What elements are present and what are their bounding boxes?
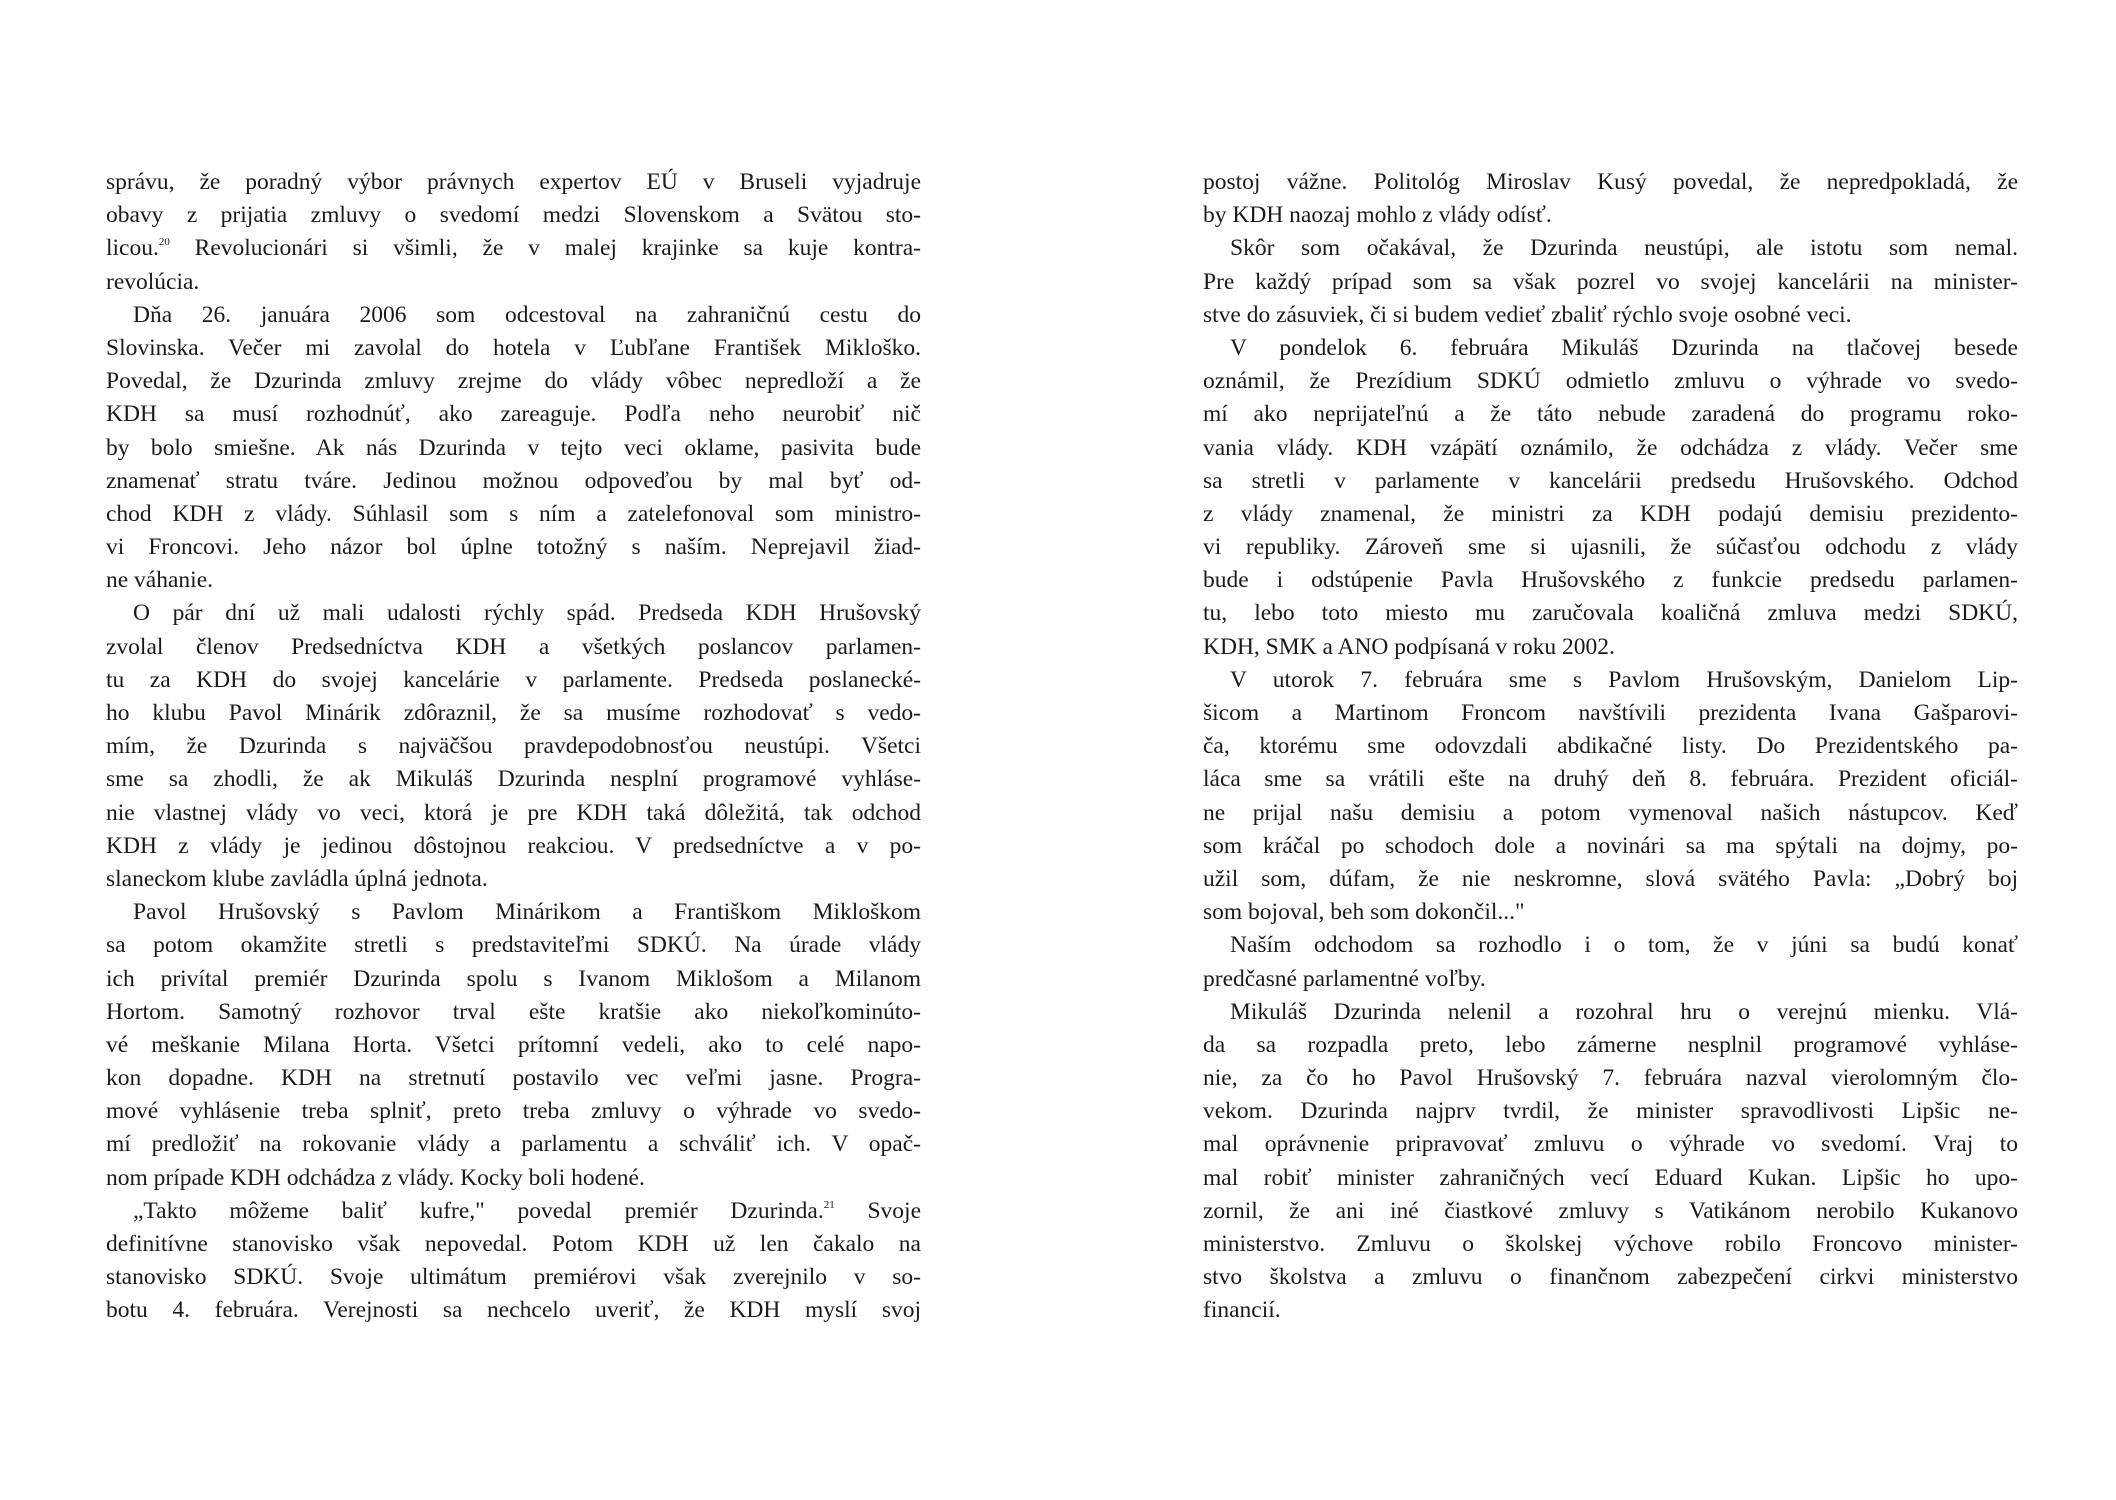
text-line (106, 564, 921, 597)
text-line (106, 697, 921, 730)
line-text: O pár dní už mali udalosti rýchly spád. Predseda KDH Hrušovský (133, 600, 921, 627)
text-line (106, 199, 921, 232)
text-line (106, 1029, 921, 1062)
text-line (106, 365, 921, 398)
text-line (1203, 432, 2018, 465)
line-text: ich privítal premiér Dzurinda spolu s Ivanom Miklošom a Milanom (106, 965, 921, 992)
text-line (1203, 929, 2018, 962)
right-page-text (1203, 166, 2018, 1328)
line-text: Hortom. Samotný rozhovor trval ešte kratšie ako niekoľkominúto- (106, 998, 921, 1025)
text-line (1203, 830, 2018, 863)
text-line (1203, 166, 2018, 199)
text-line (1203, 697, 2018, 730)
text-line (1203, 1261, 2018, 1294)
line-text: ča, ktorému sme odovzdali abdikačné listy. Do Prezidentského pa- (1203, 733, 2018, 760)
line-text: licou. (106, 235, 159, 262)
line-text: láca sme sa vrátili ešte na druhý deň 8. februára. Prezident oficiál- (1203, 766, 2018, 793)
text-line (1203, 631, 2018, 664)
line-text: nie, za čo ho Pavol Hrušovský 7. februára nazval vierolomným člo- (1203, 1065, 2018, 1092)
text-line (1203, 664, 2018, 697)
line-text: V utorok 7. februára sme s Pavlom Hrušovským, Danielom Lip- (1230, 666, 2018, 693)
line-text: KDH sa musí rozhodnúť, ako zareaguje. Podľa neho neurobiť nič (106, 401, 921, 428)
line-text: som kráčal po schodoch dole a novinári sa ma spýtali na dojmy, po- (1203, 832, 2018, 859)
text-line (106, 531, 921, 564)
line-text: Pavol Hrušovský s Pavlom Minárikom a Františkom Mikloškom (133, 899, 921, 926)
text-line (106, 432, 921, 465)
text-line (106, 1261, 921, 1294)
line-text: Naším odchodom sa rozhodlo i o tom, že v júni sa budú konať (1230, 932, 2018, 959)
line-text: Svoje (834, 1197, 922, 1224)
line-text: sa stretli v parlamente v kancelárii predsedu Hrušovského. Odchod (1203, 467, 2018, 494)
text-line (106, 1162, 921, 1195)
footnote-reference: 21 (823, 1198, 835, 1211)
text-line (106, 1195, 921, 1228)
line-text: vi Froncovi. Jeho názor bol úplne totožný s naším. Neprejavil žiad- (106, 534, 921, 561)
line-text: nom prípade KDH odchádza z vlády. Kocky boli hodené. (106, 1164, 645, 1191)
text-line (1203, 365, 2018, 398)
text-line (106, 1128, 921, 1161)
text-line (1203, 199, 2018, 232)
text-line (106, 597, 921, 630)
line-text: vé meškanie Milana Horta. Všetci prítomní vedeli, ako to celé napo- (106, 1031, 921, 1058)
text-line (106, 266, 921, 299)
text-line (1203, 730, 2018, 763)
line-text: bude i odstúpenie Pavla Hrušovského z funkcie predsedu parlamen- (1203, 567, 2018, 594)
line-text: šicom a Martinom Froncom navštívili prezidenta Ivana Gašparovi- (1203, 700, 2018, 726)
line-text: vekom. Dzurinda najprv tvrdil, že minister spravodlivosti Lipšic ne- (1203, 1098, 2018, 1125)
text-line (1203, 266, 2018, 299)
line-text: zornil, že ani iné čiastkové zmluvy s Vatikánom nerobilo Kukanovo (1203, 1197, 2018, 1224)
line-text: ministerstvo. Zmluvu o školskej výchove robilo Froncovo minister- (1203, 1231, 2018, 1257)
text-line (1203, 232, 2018, 265)
text-line (106, 830, 921, 863)
line-text: by KDH naozaj mohlo z vlády odísť. (1203, 202, 1552, 229)
text-line (1203, 863, 2018, 896)
text-line (106, 631, 921, 664)
line-text: stvo školstva a zmluvu o finančnom zabezpečení cirkvi ministerstvo (1203, 1264, 2018, 1291)
line-text: mal robiť minister zahraničných vecí Eduard Kukan. Lipšic ho upo- (1203, 1164, 2018, 1191)
line-text: Revolucionári si všimli, že v malej krajinke sa kuje kontra- (169, 235, 921, 262)
line-text: kon dopadne. KDH na stretnutí postavilo vec veľmi jasne. Progra- (106, 1065, 921, 1092)
line-text: slaneckom klube zavládla úplná jednota. (106, 865, 488, 892)
text-line (106, 797, 921, 830)
text-line (1203, 1029, 2018, 1062)
line-text: by bolo smiešne. Ak nás Dzurinda v tejto veci oklame, pasivita bude (106, 434, 921, 461)
line-text: ne prijal našu demisiu a potom vymenoval našich nástupcov. Keď (1203, 799, 2018, 826)
text-line (1203, 996, 2018, 1029)
text-line (106, 664, 921, 697)
text-line (106, 498, 921, 531)
line-text: KDH, SMK a ANO podpísaná v roku 2002. (1203, 633, 1615, 660)
text-line (106, 1062, 921, 1095)
text-line (1203, 597, 2018, 630)
text-line (1203, 1195, 2018, 1228)
text-line (106, 232, 921, 265)
text-line (106, 863, 921, 896)
line-text: mím, že Dzurinda s najväčšou pravdepodobnosťou neustúpi. Všetci (106, 733, 921, 760)
line-text: nie vlastnej vlády vo veci, ktorá je pre KDH taká dôležitá, tak odchod (106, 799, 921, 826)
line-text: sme sa zhodli, že ak Mikuláš Dzurinda nesplní programové vyhláse- (106, 766, 921, 793)
text-line (1203, 531, 2018, 564)
line-text: Slovinska. Večer mi zavolal do hotela v Ľubľane František Mikloško. (106, 334, 921, 361)
text-line (1203, 797, 2018, 830)
text-line (106, 1095, 921, 1128)
line-text: ho klubu Pavol Minárik zdôraznil, že sa musíme rozhodovať s vedo- (106, 700, 921, 726)
line-text: mal oprávnenie pripravovať zmluvu o výhrade vo svedomí. Vraj to (1203, 1131, 2018, 1158)
footnote-reference: 20 (158, 236, 170, 249)
text-line (1203, 498, 2018, 531)
text-line (1203, 398, 2018, 431)
line-text: sa potom okamžite stretli s predstaviteľmi SDKÚ. Na úrade vlády (106, 932, 921, 959)
line-text: Povedal, že Dzurinda zmluvy zrejme do vlády vôbec nepredloží a že (106, 368, 921, 395)
text-line (106, 963, 921, 996)
text-line (106, 896, 921, 929)
text-line (1203, 564, 2018, 597)
line-text: stve do zásuviek, či si budem vedieť zbaliť rýchlo svoje osobné veci. (1203, 301, 1852, 328)
text-line (106, 929, 921, 962)
line-text: predčasné parlamentné voľby. (1203, 965, 1486, 992)
line-text: „Takto môžeme baliť kufre," povedal premiér Dzurinda. (133, 1197, 824, 1224)
line-text: vi republiky. Zároveň sme si ujasnili, že súčasťou odchodu z vlády (1203, 534, 2018, 561)
text-line (1203, 332, 2018, 365)
line-text: botu 4. februára. Verejnosti sa nechcelo uveriť, že KDH myslí svoj (106, 1297, 921, 1324)
line-text: znamenať stratu tváre. Jedinou možnou odpoveďou by mal byť od- (106, 467, 921, 494)
line-text: som bojoval, beh som dokončil..." (1203, 899, 1525, 926)
line-text: ne váhanie. (106, 567, 214, 594)
line-text: KDH z vlády je jedinou dôstojnou reakciou. V predsedníctve a v po- (106, 832, 921, 859)
line-text: oznámil, že Prezídium SDKÚ odmietlo zmluvu o výhrade vo svedo- (1203, 368, 2018, 395)
line-text: financií. (1203, 1297, 1281, 1324)
text-line (1203, 1162, 2018, 1195)
text-line (106, 1228, 921, 1261)
line-text: z vlády znamenal, že ministri za KDH podajú demisiu prezidento- (1203, 500, 2018, 527)
line-text: da sa rozpadla preto, lebo zámerne nesplnil programové vyhláse- (1203, 1031, 2018, 1058)
text-line (106, 996, 921, 1029)
line-text: Mikuláš Dzurinda nelenil a rozohral hru o verejnú mienku. Vlá- (1230, 998, 2018, 1025)
text-line (106, 398, 921, 431)
line-text: vania vlády. KDH vzápätí oznámilo, že odchádza z vlády. Večer sme (1203, 434, 2018, 461)
line-text: tu za KDH do svojej kancelárie v parlamente. Predseda poslanecké- (106, 666, 921, 693)
text-line (1203, 1095, 2018, 1128)
line-text: správu, že poradný výbor právnych expertov EÚ v Bruseli vyjadruje (106, 169, 921, 195)
line-text: užil som, dúfam, že nie neskromne, slová svätého Pavla: „Dobrý boj (1203, 865, 2018, 892)
text-line (1203, 896, 2018, 929)
text-line (106, 1294, 921, 1327)
line-text: Pre každý prípad som sa však pozrel vo svojej kancelárii na minister- (1203, 268, 2018, 295)
line-text: obavy z prijatia zmluvy o svedomí medzi Slovenskom a Svätou sto- (106, 202, 921, 229)
line-text: tu, lebo toto miesto mu zaručovala koaličná zmluva medzi SDKÚ, (1203, 600, 2018, 627)
text-line (1203, 763, 2018, 796)
text-line (1203, 299, 2018, 332)
left-page-text (106, 166, 921, 1328)
line-text: stanovisko SDKÚ. Svoje ultimátum premiérovi však zverejnilo v so- (106, 1264, 921, 1291)
line-text: chod KDH z vlády. Súhlasil som s ním a zatelefonoval som ministro- (106, 500, 921, 527)
line-text: V pondelok 6. februára Mikuláš Dzurinda na tlačovej besede (1230, 334, 2018, 361)
text-line (106, 166, 921, 199)
line-text: Dňa 26. januára 2006 som odcestoval na zahraničnú cestu do (133, 301, 921, 328)
line-text: mové vyhlásenie treba splniť, preto treba zmluvy o výhrade vo svedo- (106, 1098, 921, 1125)
text-line (106, 465, 921, 498)
text-line (106, 730, 921, 763)
text-line (1203, 1228, 2018, 1261)
line-text: postoj vážne. Politológ Miroslav Kusý povedal, že nepredpokladá, že (1203, 169, 2018, 195)
line-text: mí ako neprijateľnú a že táto nebude zaradená do programu roko- (1203, 401, 2018, 428)
text-line (1203, 1062, 2018, 1095)
text-line (1203, 963, 2018, 996)
text-line (1203, 465, 2018, 498)
line-text: Skôr som očakával, že Dzurinda neustúpi, ale istotu som nemal. (1230, 235, 2018, 262)
text-line (1203, 1128, 2018, 1161)
line-text: definitívne stanovisko však nepovedal. Potom KDH už len čakalo na (106, 1231, 921, 1257)
line-text: revolúcia. (106, 268, 200, 295)
text-line (106, 332, 921, 365)
line-text: zvolal členov Predsedníctva KDH a všetkých poslancov parlamen- (106, 633, 921, 660)
text-line (106, 299, 921, 332)
line-text: mí predložiť na rokovanie vlády a parlamentu a schváliť ich. V opač- (106, 1131, 921, 1158)
text-line (1203, 1294, 2018, 1327)
text-line (106, 763, 921, 796)
